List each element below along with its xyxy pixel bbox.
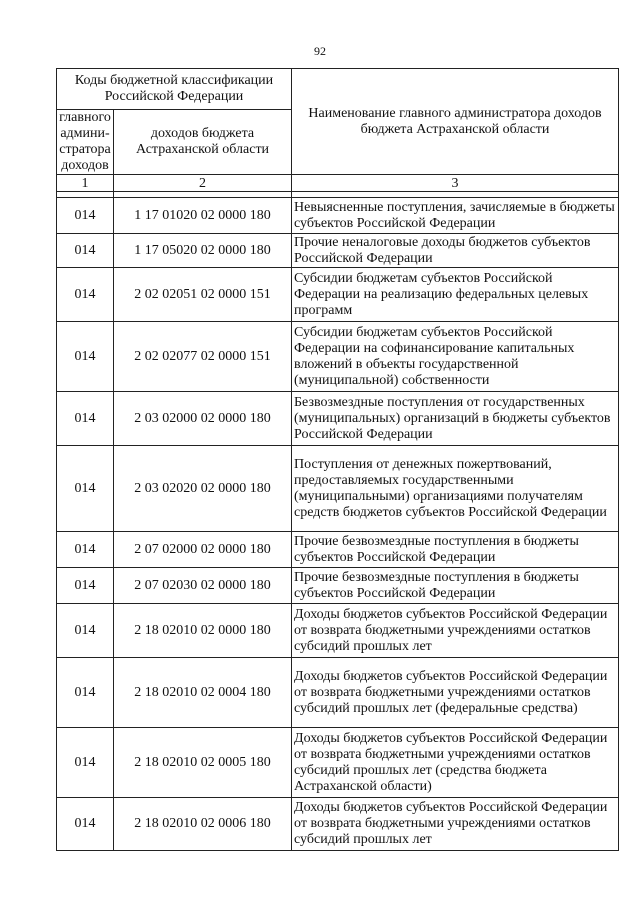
budget-classification-table xyxy=(56,68,619,851)
admin-code-cell: 014 xyxy=(57,568,114,604)
income-name-cell: Доходы бюджетов субъектов Российской Федерации от возврата бюджетными учреждениями остатков субсидий прошлых лет (федеральные средства) xyxy=(292,658,619,728)
income-code-cell: 2 02 02077 02 0000 151 xyxy=(114,322,292,392)
income-code-cell: 2 03 02000 02 0000 180 xyxy=(114,392,292,446)
table-row xyxy=(57,446,619,532)
income-name-cell: Доходы бюджетов субъектов Российской Федерации от возврата бюджетными учреждениями остатков субсидий прошлых лет xyxy=(292,604,619,658)
income-name-cell: Прочие безвозмездные поступления в бюджеты субъектов Российской Федерации xyxy=(292,532,619,568)
header-numbers-row xyxy=(57,175,619,192)
income-code-cell: 2 03 02020 02 0000 180 xyxy=(114,446,292,532)
admin-code-cell: 014 xyxy=(57,268,114,322)
admin-code-cell: 014 xyxy=(57,532,114,568)
table-row xyxy=(57,268,619,322)
header-group-title: Коды бюджетной классификации Российской Федерации xyxy=(57,69,292,110)
admin-code-cell: 014 xyxy=(57,728,114,798)
income-name-cell: Доходы бюджетов субъектов Российской Федерации от возврата бюджетными учреждениями остатков субсидий прошлых лет xyxy=(292,798,619,851)
admin-code-cell: 014 xyxy=(57,392,114,446)
income-code-cell: 1 17 05020 02 0000 180 xyxy=(114,234,292,268)
table-body xyxy=(57,198,619,851)
admin-code-cell: 014 xyxy=(57,604,114,658)
admin-code-cell: 014 xyxy=(57,234,114,268)
income-code-cell: 2 02 02051 02 0000 151 xyxy=(114,268,292,322)
income-code-cell: 2 18 02010 02 0006 180 xyxy=(114,798,292,851)
admin-code-cell: 014 xyxy=(57,658,114,728)
income-code-cell: 1 17 01020 02 0000 180 xyxy=(114,198,292,234)
table-row xyxy=(57,234,619,268)
table-row xyxy=(57,532,619,568)
income-code-cell: 2 18 02010 02 0004 180 xyxy=(114,658,292,728)
header-income-column: доходов бюджета Астраханской области xyxy=(114,110,292,175)
header-number-2: 2 xyxy=(114,175,292,192)
header-name-column: Наименование главного администратора доходов бюджета Астраханской области xyxy=(292,69,619,175)
admin-code-cell: 014 xyxy=(57,446,114,532)
table-row xyxy=(57,728,619,798)
header-number-1: 1 xyxy=(57,175,114,192)
table-row xyxy=(57,392,619,446)
income-name-cell: Субсидии бюджетам субъектов Российской Федерации на софинансирование капитальных вложений в объекты государственной (муниципальной) собственности xyxy=(292,322,619,392)
income-name-cell: Прочие неналоговые доходы бюджетов субъектов Российской Федерации xyxy=(292,234,619,268)
admin-code-cell: 014 xyxy=(57,798,114,851)
table-row xyxy=(57,568,619,604)
income-name-cell: Безвозмездные поступления от государственных (муниципальных) организаций в бюджеты субъектов Российской Федерации xyxy=(292,392,619,446)
income-name-cell: Субсидии бюджетам субъектов Российской Федерации на реализацию федеральных целевых программ xyxy=(292,268,619,322)
admin-code-cell: 014 xyxy=(57,198,114,234)
table-row xyxy=(57,198,619,234)
income-name-cell: Прочие безвозмездные поступления в бюджеты субъектов Российской Федерации xyxy=(292,568,619,604)
header-admin-column: главного админи-стратора доходов xyxy=(57,110,114,175)
table-row xyxy=(57,604,619,658)
income-code-cell: 2 07 02000 02 0000 180 xyxy=(114,532,292,568)
income-code-cell: 2 18 02010 02 0005 180 xyxy=(114,728,292,798)
income-name-cell: Поступления от денежных пожертвований, предоставляемых государственными (муниципальными) организациями получателям средств бюджетов субъектов Российской Федерации xyxy=(292,446,619,532)
table-row xyxy=(57,322,619,392)
header-number-3: 3 xyxy=(292,175,619,192)
income-name-cell: Невыясненные поступления, зачисляемые в бюджеты субъектов Российской Федерации xyxy=(292,198,619,234)
page-number: 92 xyxy=(314,44,326,58)
income-code-cell: 2 07 02030 02 0000 180 xyxy=(114,568,292,604)
income-name-cell: Доходы бюджетов субъектов Российской Федерации от возврата бюджетными учреждениями остатков субсидий прошлых лет (средства бюджета Астраханской области) xyxy=(292,728,619,798)
income-code-cell: 2 18 02010 02 0000 180 xyxy=(114,604,292,658)
admin-code-cell: 014 xyxy=(57,322,114,392)
table-row xyxy=(57,798,619,851)
header-row-top xyxy=(57,69,619,110)
table-row xyxy=(57,658,619,728)
